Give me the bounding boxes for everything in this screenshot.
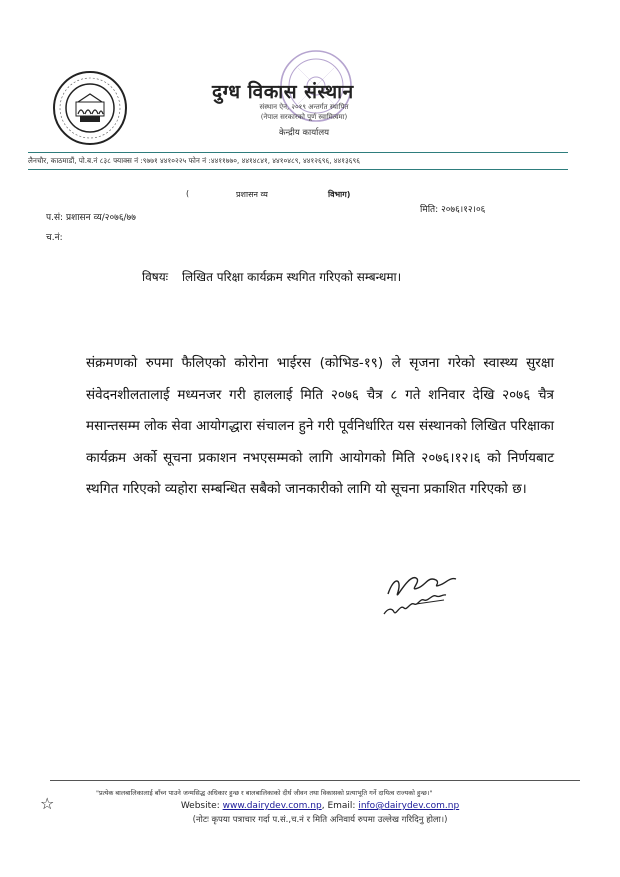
organization-title: दुग्ध विकास संस्थान bbox=[212, 81, 354, 103]
division-word-1: प्रशासन व्य bbox=[236, 190, 268, 199]
contact-info-bar: लैनचौर, काठमाडौं, पो.ब.नं ८३८ फ्याक्स नं :९७७१ ४४१०२२५ फोन नं :४४११७७०, ४४१४८४१, ४४१०४८९, ४४१२६९६, ४४१३६९६ bbox=[28, 152, 568, 170]
footer-contact bbox=[160, 801, 480, 811]
division-paren: ( bbox=[186, 189, 190, 198]
division-word-2: विभाग) bbox=[328, 190, 351, 199]
website-link[interactable]: www.dairydev.com.np bbox=[222, 801, 322, 811]
subject-label: विषयः bbox=[142, 270, 169, 284]
reference-number: प.सं: प्रशासन व्य/२०७६/७७ bbox=[46, 213, 136, 223]
footer-divider bbox=[50, 780, 580, 781]
dispatch-number: च.नं: bbox=[46, 233, 63, 243]
office-name: केन्द्रीय कार्यालय bbox=[278, 128, 330, 138]
footer-quote: "प्रत्येक बालबालिकालाई बाँच्न पाउने जन्मसिद्ध अधिकार हुन्छ र बालबालिकाको दीर्घ जीवन तथा विकासको प्रत्याभूति गर्ने दायित्व राज्यको हुन्छ।" bbox=[96, 789, 433, 797]
dairy-development-logo bbox=[52, 70, 128, 146]
star-icon: ☆ bbox=[40, 794, 55, 813]
signature bbox=[376, 566, 476, 626]
letter-date: मिति: २०७६।१२।०६ bbox=[420, 205, 486, 215]
organization-subtitle-line-2: (नेपाल सरकारको पूर्ण स्वामित्वमा) bbox=[260, 113, 348, 121]
website-label: Website: bbox=[180, 801, 223, 811]
subject-text: लिखित परिक्षा कार्यक्रम स्थगित गरिएको सम्बन्धमा। bbox=[181, 270, 402, 284]
email-link[interactable]: info@dairydev.com.np bbox=[358, 801, 460, 811]
notice-body: संक्रमणको रुपमा फैलिएको कोरोना भाईरस (कोभिड-१९) ले सृजना गरेको स्वास्थ्य सुरक्षा संवेदनशीलतालाई मध्यनजर गरी हाललाई मिति २०७६ चैत्र ८ गते शनिवार देखि २०७६ चैत्र मसान्तसम्म लोक सेवा आयोगद्धारा संचालन हुने गरी पूर्वनिर्धारित यस संस्थानको लिखित परिक्षाका कार्यक्रम अर्को सूचना प्रकाशन नभएसम्मको लागि आयोगको मिति २०७६।१२।६ को निर्णयबाट स्थगित गरिएको व्यहोरा सम्बन्धित सबैको जानकारीको लागि यो सूचना प्रकाशित गरिएको छ। bbox=[86, 355, 554, 497]
organization-subtitle bbox=[234, 102, 374, 122]
subject-line bbox=[142, 268, 582, 285]
organization-subtitle-line-1: संस्थान ऐन, २०१९ अन्तर्गत स्थापित bbox=[259, 103, 349, 111]
email-label: , Email: bbox=[321, 801, 359, 811]
footer-note: (नोटः कृपया पत्राचार गर्दा प.सं.,च.नं र मिति अनिवार्य रुपमा उल्लेख गरिदिनु होला।) bbox=[192, 815, 448, 825]
